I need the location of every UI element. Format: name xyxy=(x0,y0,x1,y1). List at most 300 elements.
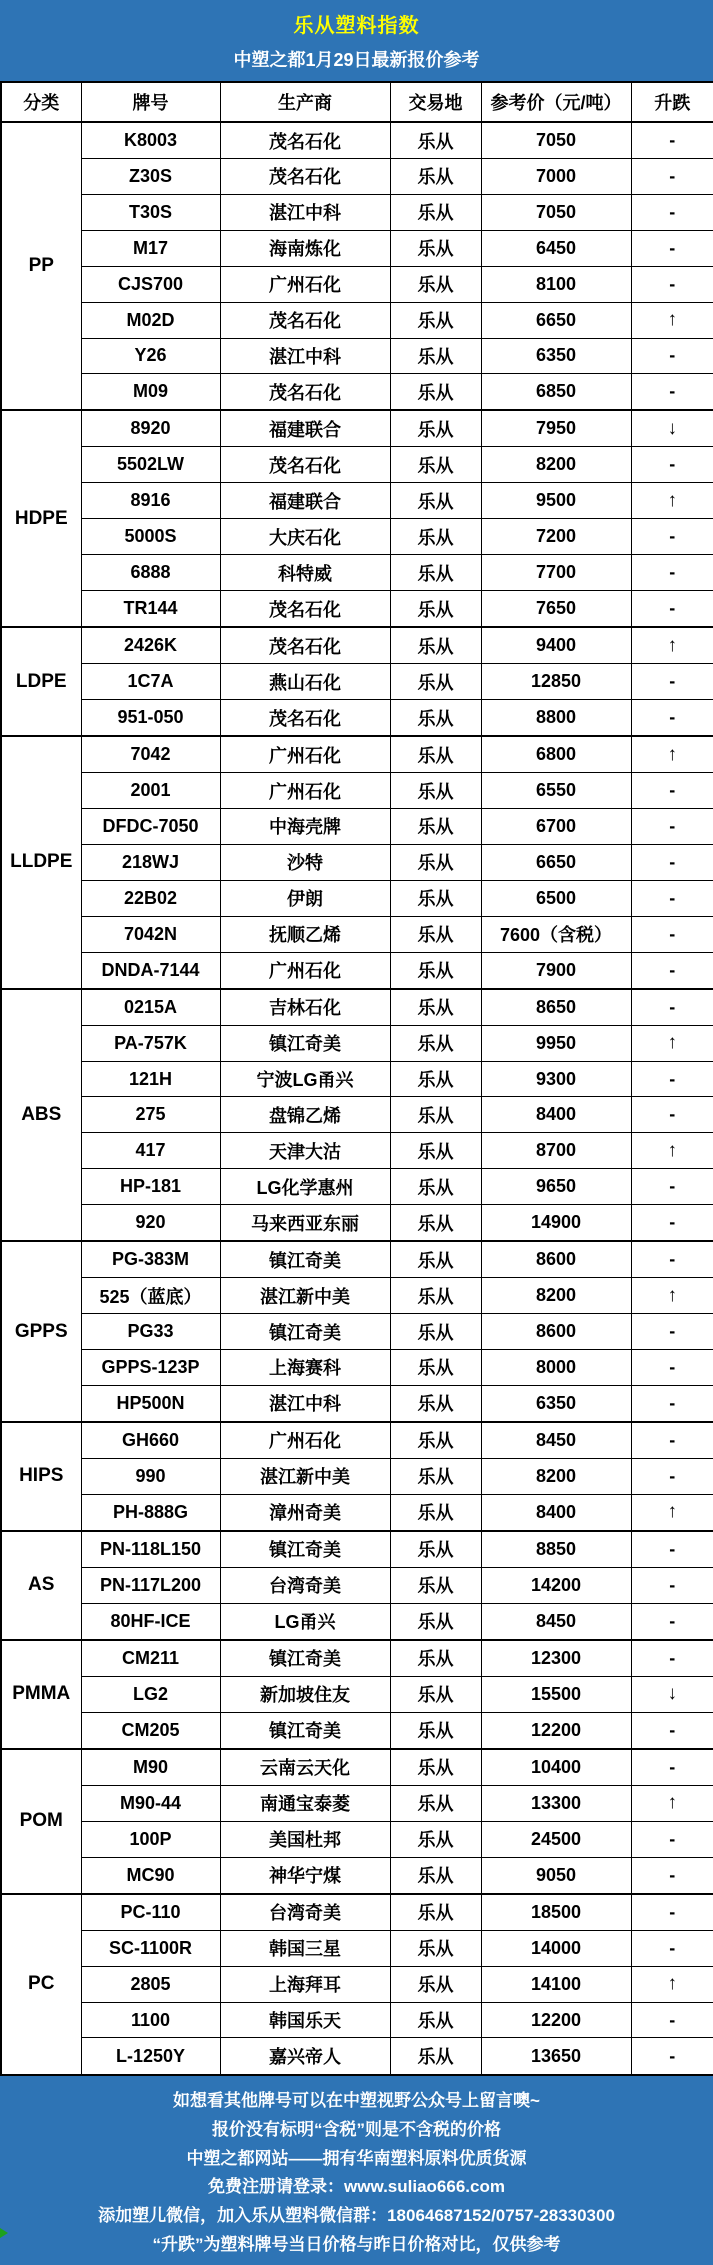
price-cell: 14000 xyxy=(481,1930,631,1966)
price-cell: 15500 xyxy=(481,1676,631,1712)
category-cell: PMMA xyxy=(1,1640,81,1749)
price-cell: 7200 xyxy=(481,519,631,555)
producer-cell: 伊朗 xyxy=(220,880,390,916)
grade-cell: M90 xyxy=(81,1749,220,1786)
category-cell: LDPE xyxy=(1,627,81,736)
page-title: 乐从塑料指数 xyxy=(293,14,420,37)
grade-cell: M09 xyxy=(81,374,220,411)
grade-cell: 121H xyxy=(81,1061,220,1097)
category-cell: HDPE xyxy=(1,410,81,627)
grade-cell: SC-1100R xyxy=(81,1930,220,1966)
grade-cell: PA-757K xyxy=(81,1025,220,1061)
category-cell: LLDPE xyxy=(1,736,81,989)
column-header: 分类 xyxy=(1,82,81,122)
price-cell: 8400 xyxy=(481,1097,631,1133)
trend-cell: ↑ xyxy=(631,1133,713,1169)
price-cell: 8200 xyxy=(481,1278,631,1314)
table-row xyxy=(1,627,713,664)
market-cell: 乐从 xyxy=(390,880,481,916)
grade-cell: 6888 xyxy=(81,555,220,591)
producer-cell: 海南炼化 xyxy=(220,230,390,266)
producer-cell: 盘锦乙烯 xyxy=(220,1097,390,1133)
market-cell: 乐从 xyxy=(390,1385,481,1422)
price-cell: 6550 xyxy=(481,773,631,809)
producer-cell: 广州石化 xyxy=(220,952,390,989)
price-table-header xyxy=(1,82,713,122)
market-cell: 乐从 xyxy=(390,230,481,266)
producer-cell: 茂名石化 xyxy=(220,447,390,483)
producer-cell: 湛江新中美 xyxy=(220,1278,390,1314)
table-row xyxy=(1,159,713,195)
grade-cell: T30S xyxy=(81,194,220,230)
market-cell: 乐从 xyxy=(390,591,481,628)
producer-cell: 嘉兴帝人 xyxy=(220,2038,390,2075)
trend-cell: ↑ xyxy=(631,1785,713,1821)
producer-cell: 韩国三星 xyxy=(220,1930,390,1966)
price-cell: 6450 xyxy=(481,230,631,266)
table-row xyxy=(1,989,713,1026)
market-cell: 乐从 xyxy=(390,664,481,700)
price-cell: 8450 xyxy=(481,1422,631,1459)
trend-cell: - xyxy=(631,989,713,1026)
table-row xyxy=(1,1133,713,1169)
trend-cell: - xyxy=(631,1314,713,1350)
producer-cell: 广州石化 xyxy=(220,773,390,809)
price-cell: 12300 xyxy=(481,1640,631,1677)
market-cell: 乐从 xyxy=(390,1749,481,1786)
footer-line: 添加塑儿微信，加入乐从塑料微信群：18064687152/0757-28330300 xyxy=(98,2206,615,2226)
producer-cell: 茂名石化 xyxy=(220,159,390,195)
trend-cell: - xyxy=(631,1241,713,1278)
price-cell: 8600 xyxy=(481,1314,631,1350)
trend-cell: - xyxy=(631,1857,713,1894)
grade-cell: DFDC-7050 xyxy=(81,809,220,845)
trend-cell: - xyxy=(631,1603,713,1640)
table-row xyxy=(1,1241,713,1278)
market-cell: 乐从 xyxy=(390,194,481,230)
market-cell: 乐从 xyxy=(390,1458,481,1494)
grade-cell: LG2 xyxy=(81,1676,220,1712)
price-cell: 10400 xyxy=(481,1749,631,1786)
trend-cell: - xyxy=(631,1531,713,1568)
price-cell: 6700 xyxy=(481,809,631,845)
trend-cell: - xyxy=(631,844,713,880)
grade-cell: PC-110 xyxy=(81,1894,220,1931)
price-cell: 6800 xyxy=(481,736,631,773)
producer-cell: 科特威 xyxy=(220,555,390,591)
producer-cell: 吉林石化 xyxy=(220,989,390,1026)
market-cell: 乐从 xyxy=(390,844,481,880)
table-row xyxy=(1,1567,713,1603)
footer-line: 免费注册请登录：www.suliao666.com xyxy=(208,2177,505,2197)
table-row xyxy=(1,1749,713,1786)
table-row xyxy=(1,122,713,159)
trend-cell: - xyxy=(631,2002,713,2038)
producer-cell: 茂名石化 xyxy=(220,302,390,338)
table-row xyxy=(1,700,713,737)
market-cell: 乐从 xyxy=(390,700,481,737)
producer-cell: 福建联合 xyxy=(220,410,390,447)
producer-cell: 南通宝泰菱 xyxy=(220,1785,390,1821)
price-cell: 6350 xyxy=(481,1385,631,1422)
trend-cell: - xyxy=(631,809,713,845)
grade-cell: CM205 xyxy=(81,1712,220,1749)
price-cell: 6650 xyxy=(481,844,631,880)
price-cell: 9400 xyxy=(481,627,631,664)
trend-cell: - xyxy=(631,1097,713,1133)
price-cell: 7600（含税） xyxy=(481,916,631,952)
trend-cell: - xyxy=(631,1749,713,1786)
column-header: 参考价（元/吨） xyxy=(481,82,631,122)
table-row xyxy=(1,447,713,483)
trend-cell: - xyxy=(631,1930,713,1966)
price-cell: 9500 xyxy=(481,483,631,519)
trend-cell: ↓ xyxy=(631,1676,713,1712)
price-cell: 7900 xyxy=(481,952,631,989)
grade-cell: 417 xyxy=(81,1133,220,1169)
market-cell: 乐从 xyxy=(390,1422,481,1459)
trend-cell: - xyxy=(631,1712,713,1749)
producer-cell: 茂名石化 xyxy=(220,374,390,411)
market-cell: 乐从 xyxy=(390,1169,481,1205)
price-cell: 6350 xyxy=(481,338,631,374)
table-row xyxy=(1,1894,713,1931)
producer-cell: 茂名石化 xyxy=(220,700,390,737)
table-row xyxy=(1,1422,713,1459)
market-cell: 乐从 xyxy=(390,1205,481,1242)
grade-cell: 8916 xyxy=(81,483,220,519)
grade-cell: Z30S xyxy=(81,159,220,195)
trend-cell: - xyxy=(631,1350,713,1386)
producer-cell: LG甬兴 xyxy=(220,1603,390,1640)
price-cell: 9050 xyxy=(481,1857,631,1894)
category-cell: GPPS xyxy=(1,1241,81,1422)
trend-cell: - xyxy=(631,591,713,628)
table-row xyxy=(1,230,713,266)
table-row xyxy=(1,1205,713,1242)
table-row xyxy=(1,374,713,411)
market-cell: 乐从 xyxy=(390,1603,481,1640)
trend-cell: - xyxy=(631,664,713,700)
trend-cell: - xyxy=(631,555,713,591)
trend-cell: - xyxy=(631,338,713,374)
price-cell: 8650 xyxy=(481,989,631,1026)
producer-cell: 镇江奇美 xyxy=(220,1712,390,1749)
footer-line: “升跌”为塑料牌号当日价格与昨日价格对比，仅供参考 xyxy=(152,2235,561,2255)
price-cell: 6500 xyxy=(481,880,631,916)
grade-cell: 7042N xyxy=(81,916,220,952)
grade-cell: 22B02 xyxy=(81,880,220,916)
table-row xyxy=(1,1458,713,1494)
market-cell: 乐从 xyxy=(390,989,481,1026)
table-row xyxy=(1,1712,713,1749)
market-cell: 乐从 xyxy=(390,555,481,591)
producer-cell: 天津大沽 xyxy=(220,1133,390,1169)
trend-cell: - xyxy=(631,952,713,989)
producer-cell: 湛江新中美 xyxy=(220,1458,390,1494)
market-cell: 乐从 xyxy=(390,2038,481,2075)
price-cell: 18500 xyxy=(481,1894,631,1931)
market-cell: 乐从 xyxy=(390,374,481,411)
grade-cell: M90-44 xyxy=(81,1785,220,1821)
table-row xyxy=(1,1857,713,1894)
trend-cell: ↑ xyxy=(631,627,713,664)
table-row xyxy=(1,555,713,591)
grade-cell: GPPS-123P xyxy=(81,1350,220,1386)
footer-line: 报价没有标明“含税”则是不含税的价格 xyxy=(212,2119,501,2139)
table-row xyxy=(1,2002,713,2038)
producer-cell: 宁波LG甬兴 xyxy=(220,1061,390,1097)
trend-cell: - xyxy=(631,1640,713,1677)
price-cell: 9950 xyxy=(481,1025,631,1061)
grade-cell: 8920 xyxy=(81,410,220,447)
table-row xyxy=(1,736,713,773)
market-cell: 乐从 xyxy=(390,2002,481,2038)
table-row xyxy=(1,773,713,809)
trend-cell: - xyxy=(631,447,713,483)
grade-cell: 525（蓝底） xyxy=(81,1278,220,1314)
price-cell: 13300 xyxy=(481,1785,631,1821)
price-cell: 8200 xyxy=(481,447,631,483)
trend-cell: - xyxy=(631,159,713,195)
table-row xyxy=(1,266,713,302)
market-cell: 乐从 xyxy=(390,1785,481,1821)
market-cell: 乐从 xyxy=(390,1061,481,1097)
grade-cell: 2426K xyxy=(81,627,220,664)
trend-cell: - xyxy=(631,916,713,952)
table-row xyxy=(1,194,713,230)
grade-cell: PH-888G xyxy=(81,1494,220,1531)
market-cell: 乐从 xyxy=(390,266,481,302)
price-cell: 8200 xyxy=(481,1458,631,1494)
price-cell: 12200 xyxy=(481,1712,631,1749)
grade-cell: HP-181 xyxy=(81,1169,220,1205)
market-cell: 乐从 xyxy=(390,1821,481,1857)
price-table xyxy=(0,81,713,2076)
producer-cell: 神华宁煤 xyxy=(220,1857,390,1894)
producer-cell: 广州石化 xyxy=(220,266,390,302)
top-banner xyxy=(0,0,713,81)
price-cell: 6850 xyxy=(481,374,631,411)
price-cell: 12200 xyxy=(481,2002,631,2038)
trend-cell: - xyxy=(631,230,713,266)
grade-cell: 990 xyxy=(81,1458,220,1494)
trend-cell: - xyxy=(631,1422,713,1459)
trend-cell: - xyxy=(631,2038,713,2075)
trend-cell: ↑ xyxy=(631,1278,713,1314)
market-cell: 乐从 xyxy=(390,1567,481,1603)
price-cell: 6650 xyxy=(481,302,631,338)
trend-cell: ↑ xyxy=(631,302,713,338)
category-cell: AS xyxy=(1,1531,81,1640)
column-header: 牌号 xyxy=(81,82,220,122)
column-header: 升跌 xyxy=(631,82,713,122)
table-row xyxy=(1,410,713,447)
market-cell: 乐从 xyxy=(390,1640,481,1677)
table-row xyxy=(1,1676,713,1712)
trend-cell: - xyxy=(631,194,713,230)
producer-cell: LG化学惠州 xyxy=(220,1169,390,1205)
producer-cell: 茂名石化 xyxy=(220,591,390,628)
producer-cell: 中海壳牌 xyxy=(220,809,390,845)
trend-cell: - xyxy=(631,1894,713,1931)
grade-cell: 218WJ xyxy=(81,844,220,880)
price-cell: 9650 xyxy=(481,1169,631,1205)
market-cell: 乐从 xyxy=(390,1857,481,1894)
market-cell: 乐从 xyxy=(390,159,481,195)
grade-cell: 5000S xyxy=(81,519,220,555)
producer-cell: 广州石化 xyxy=(220,736,390,773)
producer-cell: 湛江中科 xyxy=(220,194,390,230)
price-cell: 24500 xyxy=(481,1821,631,1857)
table-row xyxy=(1,664,713,700)
producer-cell: 抚顺乙烯 xyxy=(220,916,390,952)
grade-cell: 920 xyxy=(81,1205,220,1242)
grade-cell: 100P xyxy=(81,1821,220,1857)
producer-cell: 湛江中科 xyxy=(220,1385,390,1422)
footer-line: 如想看其他牌号可以在中塑视野公众号上留言噢~ xyxy=(173,2090,540,2110)
price-cell: 12850 xyxy=(481,664,631,700)
grade-cell: MC90 xyxy=(81,1857,220,1894)
grade-cell: 2805 xyxy=(81,1966,220,2002)
grade-cell: 951-050 xyxy=(81,700,220,737)
price-cell: 8100 xyxy=(481,266,631,302)
trend-cell: - xyxy=(631,1821,713,1857)
producer-cell: 大庆石化 xyxy=(220,519,390,555)
price-cell: 8600 xyxy=(481,1241,631,1278)
table-row xyxy=(1,1640,713,1677)
table-row xyxy=(1,916,713,952)
grade-cell: GH660 xyxy=(81,1422,220,1459)
market-cell: 乐从 xyxy=(390,410,481,447)
trend-cell: ↑ xyxy=(631,483,713,519)
table-row xyxy=(1,1350,713,1386)
table-row xyxy=(1,1785,713,1821)
table-row xyxy=(1,591,713,628)
table-row xyxy=(1,1603,713,1640)
grade-cell: TR144 xyxy=(81,591,220,628)
price-cell: 9300 xyxy=(481,1061,631,1097)
trend-cell: ↓ xyxy=(631,410,713,447)
grade-cell: 2001 xyxy=(81,773,220,809)
grade-cell: PN-118L150 xyxy=(81,1531,220,1568)
price-table-body xyxy=(1,122,713,2075)
grade-cell: CJS700 xyxy=(81,266,220,302)
market-cell: 乐从 xyxy=(390,1350,481,1386)
trend-cell: - xyxy=(631,1458,713,1494)
trend-cell: ↑ xyxy=(631,1025,713,1061)
producer-cell: 燕山石化 xyxy=(220,664,390,700)
category-cell: PC xyxy=(1,1894,81,2075)
producer-cell: 福建联合 xyxy=(220,483,390,519)
table-row xyxy=(1,809,713,845)
grade-cell: 0215A xyxy=(81,989,220,1026)
price-cell: 14100 xyxy=(481,1966,631,2002)
table-row xyxy=(1,1278,713,1314)
grade-cell: L-1250Y xyxy=(81,2038,220,2075)
market-cell: 乐从 xyxy=(390,952,481,989)
table-row xyxy=(1,1930,713,1966)
producer-cell: 广州石化 xyxy=(220,1422,390,1459)
trend-cell: - xyxy=(631,374,713,411)
market-cell: 乐从 xyxy=(390,1314,481,1350)
producer-cell: 马来西亚东丽 xyxy=(220,1205,390,1242)
price-cell: 7000 xyxy=(481,159,631,195)
table-row xyxy=(1,1314,713,1350)
producer-cell: 云南云天化 xyxy=(220,1749,390,1786)
producer-cell: 沙特 xyxy=(220,844,390,880)
table-row xyxy=(1,1169,713,1205)
market-cell: 乐从 xyxy=(390,1930,481,1966)
grade-cell: 5502LW xyxy=(81,447,220,483)
trend-cell: - xyxy=(631,122,713,159)
producer-cell: 镇江奇美 xyxy=(220,1531,390,1568)
producer-cell: 镇江奇美 xyxy=(220,1241,390,1278)
market-cell: 乐从 xyxy=(390,483,481,519)
market-cell: 乐从 xyxy=(390,627,481,664)
grade-cell: PG-383M xyxy=(81,1241,220,1278)
grade-cell: DNDA-7144 xyxy=(81,952,220,989)
producer-cell: 茂名石化 xyxy=(220,627,390,664)
table-row xyxy=(1,302,713,338)
column-header: 交易地 xyxy=(390,82,481,122)
category-cell: HIPS xyxy=(1,1422,81,1531)
grade-cell: 80HF-ICE xyxy=(81,1603,220,1640)
producer-cell: 韩国乐天 xyxy=(220,2002,390,2038)
table-row xyxy=(1,1821,713,1857)
grade-cell: PG33 xyxy=(81,1314,220,1350)
price-cell: 8000 xyxy=(481,1350,631,1386)
market-cell: 乐从 xyxy=(390,302,481,338)
price-cell: 8700 xyxy=(481,1133,631,1169)
price-cell: 8850 xyxy=(481,1531,631,1568)
trend-cell: ↑ xyxy=(631,736,713,773)
column-header: 生产商 xyxy=(220,82,390,122)
table-row xyxy=(1,519,713,555)
market-cell: 乐从 xyxy=(390,447,481,483)
trend-cell: - xyxy=(631,1567,713,1603)
grade-cell: Y26 xyxy=(81,338,220,374)
header-row xyxy=(1,82,713,122)
trend-cell: - xyxy=(631,700,713,737)
table-row xyxy=(1,1385,713,1422)
producer-cell: 镇江奇美 xyxy=(220,1025,390,1061)
table-row xyxy=(1,952,713,989)
green-artifact-icon xyxy=(0,2228,8,2238)
producer-cell: 台湾奇美 xyxy=(220,1894,390,1931)
table-row xyxy=(1,1494,713,1531)
producer-cell: 漳州奇美 xyxy=(220,1494,390,1531)
table-row xyxy=(1,1025,713,1061)
market-cell: 乐从 xyxy=(390,1966,481,2002)
market-cell: 乐从 xyxy=(390,736,481,773)
table-row xyxy=(1,844,713,880)
trend-cell: - xyxy=(631,1385,713,1422)
market-cell: 乐从 xyxy=(390,1025,481,1061)
price-cell: 14200 xyxy=(481,1567,631,1603)
grade-cell: 1C7A xyxy=(81,664,220,700)
market-cell: 乐从 xyxy=(390,122,481,159)
trend-cell: - xyxy=(631,1205,713,1242)
table-row xyxy=(1,1966,713,2002)
table-row xyxy=(1,483,713,519)
price-cell: 7050 xyxy=(481,194,631,230)
trend-cell: - xyxy=(631,519,713,555)
producer-cell: 湛江中科 xyxy=(220,338,390,374)
trend-cell: - xyxy=(631,1169,713,1205)
footer-notes xyxy=(0,2076,713,2265)
market-cell: 乐从 xyxy=(390,519,481,555)
